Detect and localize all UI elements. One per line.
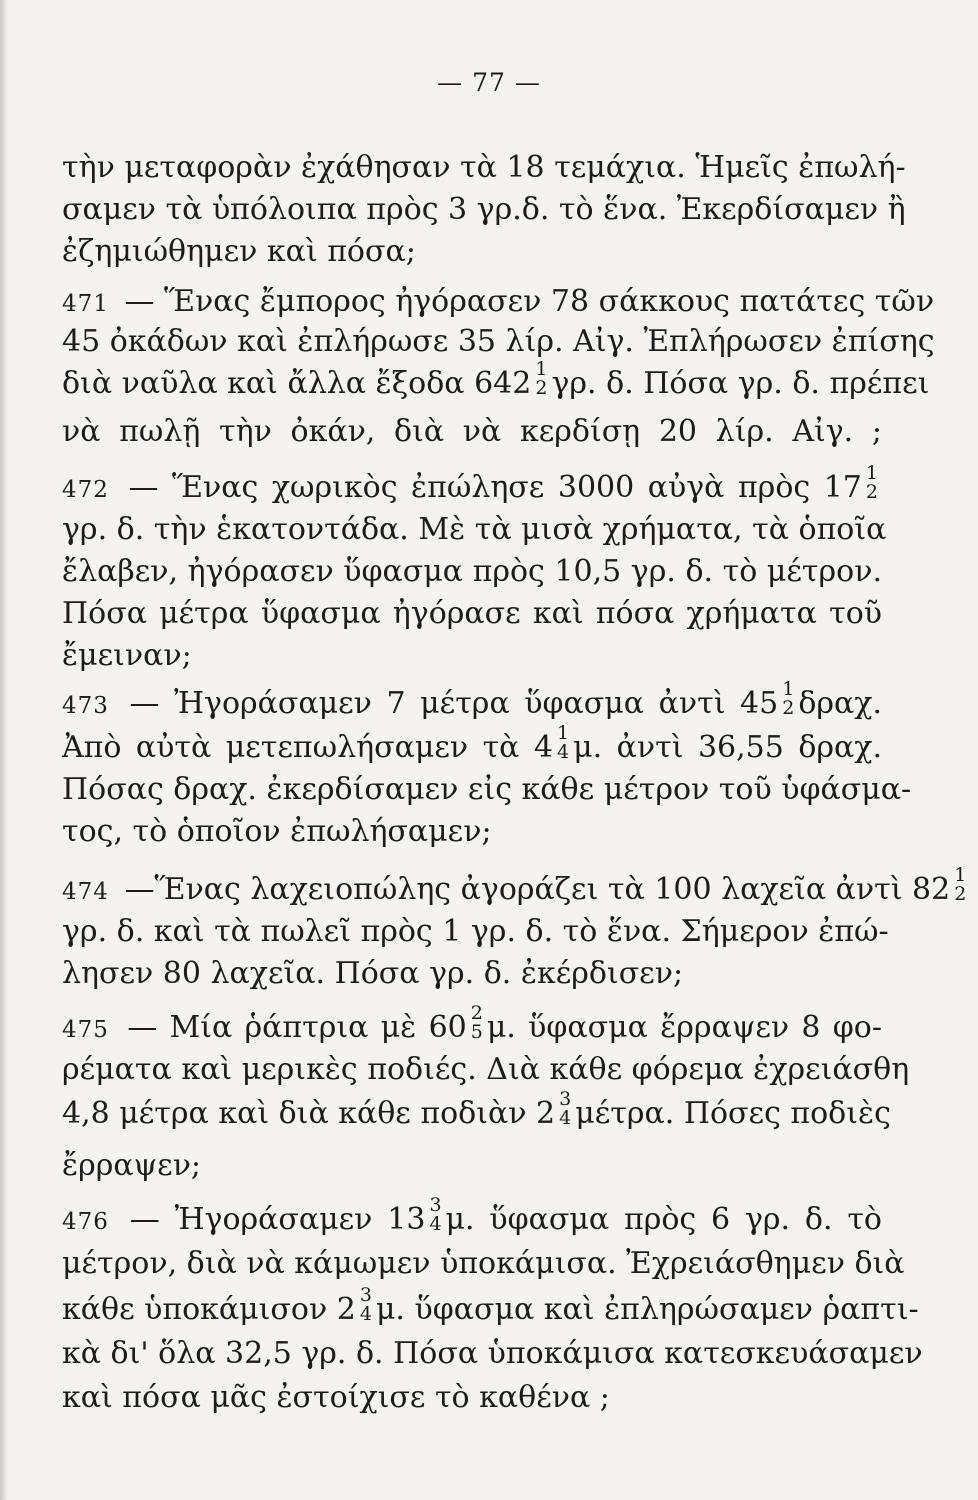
problem-number: 474 [62, 879, 109, 905]
fraction-denominator: 5 [470, 1021, 483, 1043]
fraction [782, 680, 794, 718]
text-run: κὰ δι' ὅλα 32,5 γρ. δ. Πόσα ὑποκάμισα κατεσκευάσαμεν [62, 1336, 923, 1371]
text-run: ἔρραψεν; [62, 1148, 202, 1183]
fraction [557, 724, 569, 762]
fraction-denominator: 4 [557, 741, 570, 763]
text-run: μ. ἀντὶ 36,55 δραχ. [573, 730, 882, 765]
page-number: — 77 — [437, 68, 541, 97]
text-line [62, 1050, 910, 1090]
text-run: Ἀπὸ αὐτὰ μετεπωλήσαμεν τὰ 4 [62, 730, 554, 765]
fraction-numerator: 2 [470, 1002, 483, 1024]
fraction-numerator: 1 [557, 722, 570, 744]
text-run: μέτρα. Πόσες ποδιὲς [575, 1096, 891, 1131]
text-run: μ. ὕφασμα ἔρραψεν 8 φο- [486, 1010, 883, 1045]
text-run: — Ἕνας ἔμπορος ἠγόρασεν 78 σάκκους πατάτες τῶν [114, 284, 935, 319]
binding-edge [0, 0, 8, 1500]
text-run: νὰ πωλῇ τὴν ὀκάν, διὰ νὰ κερδίσῃ 20 λίρ. Αἰγ. ; [62, 414, 882, 449]
text-run: γρ. δ. τὴν ἑκατοντάδα. Μὲ τὰ μισὰ χρήματα, τὰ ὁποῖα [62, 512, 887, 547]
fraction-numerator: 3 [429, 1194, 442, 1216]
problem-number: 472 [62, 477, 109, 503]
text-line [62, 322, 935, 362]
fraction-denominator: 2 [535, 377, 548, 399]
text-line [62, 412, 882, 452]
text-run: τὴν μεταφορὰν ἐχάθησαν τὰ 18 τεμάχια. Ἡμεῖς ἐπωλή- [62, 150, 906, 185]
fraction [471, 1004, 483, 1042]
text-line [62, 812, 882, 852]
text-run: 4,8 μέτρα καὶ διὰ κάθε ποδιὰν 2 [62, 1096, 556, 1131]
text-line [62, 954, 882, 994]
problem-number: 475 [62, 1017, 109, 1043]
text-run: — Ἠγοράσαμεν 7 μέτρα ὕφασμα ἀντὶ 45 [114, 686, 779, 721]
fraction-denominator: 2 [954, 883, 967, 905]
fraction-numerator: 1 [782, 678, 795, 700]
text-run: 45 ὀκάδων καὶ ἐπλήρωσε 35 λίρ. Αἰγ. Ἐπλήρωσεν ἐπίσης [62, 324, 935, 359]
text-line [62, 678, 882, 726]
text-line [62, 1194, 882, 1242]
text-run: ἐζημιώθημεν καὶ πόσα; [62, 234, 416, 269]
text-line [62, 510, 887, 550]
text-run: — Ἕνας χωρικὸς ἐπώλησε 3000 αὐγὰ πρὸς 17 [114, 470, 862, 505]
text-run: — Ἠγοράσαμεν 13 [114, 1202, 426, 1237]
text-run: τος, τὸ ὁποῖον ἐπωλήσαμεν; [62, 814, 492, 849]
fraction-numerator: 1 [535, 358, 548, 380]
problem-number: 471 [62, 291, 109, 317]
text-run: Πόσας δραχ. ἐκερδίσαμεν εἰς κάθε μέτρον τοῦ ὑφάσμα- [62, 772, 912, 807]
text-run: γρ. δ. καὶ τὰ πωλεῖ πρὸς 1 γρ. δ. τὸ ἕνα. Σήμερον ἐπώ- [62, 914, 889, 949]
text-line [62, 636, 882, 676]
text-line [62, 912, 889, 952]
text-run: καὶ πόσα μᾶς ἐστοίχισε τὸ καθένα ; [62, 1380, 610, 1415]
text-line [62, 594, 882, 634]
fraction [360, 1286, 372, 1324]
text-line [62, 462, 882, 510]
text-run: σαμεν τὰ ὑπόλοιπα πρὸς 3 γρ.δ. τὸ ἕνα. Ἐκερδίσαμεν ἢ [62, 192, 906, 227]
text-line [62, 1378, 882, 1418]
fraction [429, 1196, 441, 1234]
fraction [954, 866, 966, 904]
text-line [62, 190, 906, 230]
fraction-denominator: 2 [865, 481, 878, 503]
fraction-numerator: 1 [954, 864, 967, 886]
text-line [62, 770, 912, 810]
text-line [62, 552, 882, 592]
problem-number: 473 [62, 693, 109, 719]
text-run: μέτρον, διὰ νὰ κάμωμεν ὑποκάμισα. Ἐχρειάσθημεν διὰ [62, 1246, 905, 1281]
fraction-denominator: 4 [359, 1303, 372, 1325]
text-run: —Ἕνας λαχειοπώλης ἀγοράζει τὰ 100 λαχεῖα ἀντὶ 82 [114, 872, 951, 907]
fraction-denominator: 4 [429, 1213, 442, 1235]
text-line [62, 1002, 883, 1050]
text-run: διὰ ναῦλα καὶ ἄλλα ἔξοδα 642 [62, 366, 532, 401]
fraction [535, 360, 547, 398]
fraction [866, 464, 878, 502]
text-line [62, 1284, 919, 1330]
text-run: Πόσα μέτρα ὕφασμα ἠγόρασε καὶ πόσα χρήματα τοῦ [62, 596, 882, 631]
text-line [62, 358, 930, 404]
text-run: δραχ. [798, 686, 882, 721]
text-line [62, 722, 882, 768]
text-line [62, 1088, 891, 1134]
fraction-denominator: 4 [559, 1107, 572, 1129]
fraction-denominator: 2 [782, 697, 795, 719]
text-line [62, 232, 882, 272]
text-run: κάθε ὑποκάμισον 2 [62, 1292, 356, 1327]
text-run: μ. ὕφασμα πρὸς 6 γρ. δ. τὸ [445, 1202, 882, 1237]
text-run: ρέματα καὶ μερικὲς ποδιές. Διὰ κάθε φόρεμα ἐχρειάσθη [62, 1052, 910, 1087]
text-run: — Μία ῥάπτρια μὲ 60 [114, 1010, 467, 1045]
text-line [62, 1146, 882, 1186]
text-line [62, 1244, 905, 1284]
text-run: ἔλαβεν, ἠγόρασεν ὕφασμα πρὸς 10,5 γρ. δ. τὸ μέτρον. [62, 554, 882, 589]
problem-number: 476 [62, 1209, 109, 1235]
text-line [62, 148, 906, 188]
fraction-numerator: 3 [359, 1284, 372, 1306]
text-run: λησεν 80 λαχεῖα. Πόσα γρ. δ. ἐκέρδισεν; [62, 956, 684, 991]
fraction-numerator: 3 [559, 1088, 572, 1110]
fraction-numerator: 1 [865, 462, 878, 484]
text-run: μ. ὕφασμα καὶ ἐπληρώσαμεν ῥαπτι- [375, 1292, 919, 1327]
text-run: ἔμειναν; [62, 638, 192, 673]
text-line [62, 282, 935, 324]
text-run: γρ. δ. Πόσα γρ. δ. πρέπει [551, 366, 930, 401]
text-line [62, 864, 967, 912]
fraction [559, 1090, 571, 1128]
text-line [62, 1334, 923, 1374]
